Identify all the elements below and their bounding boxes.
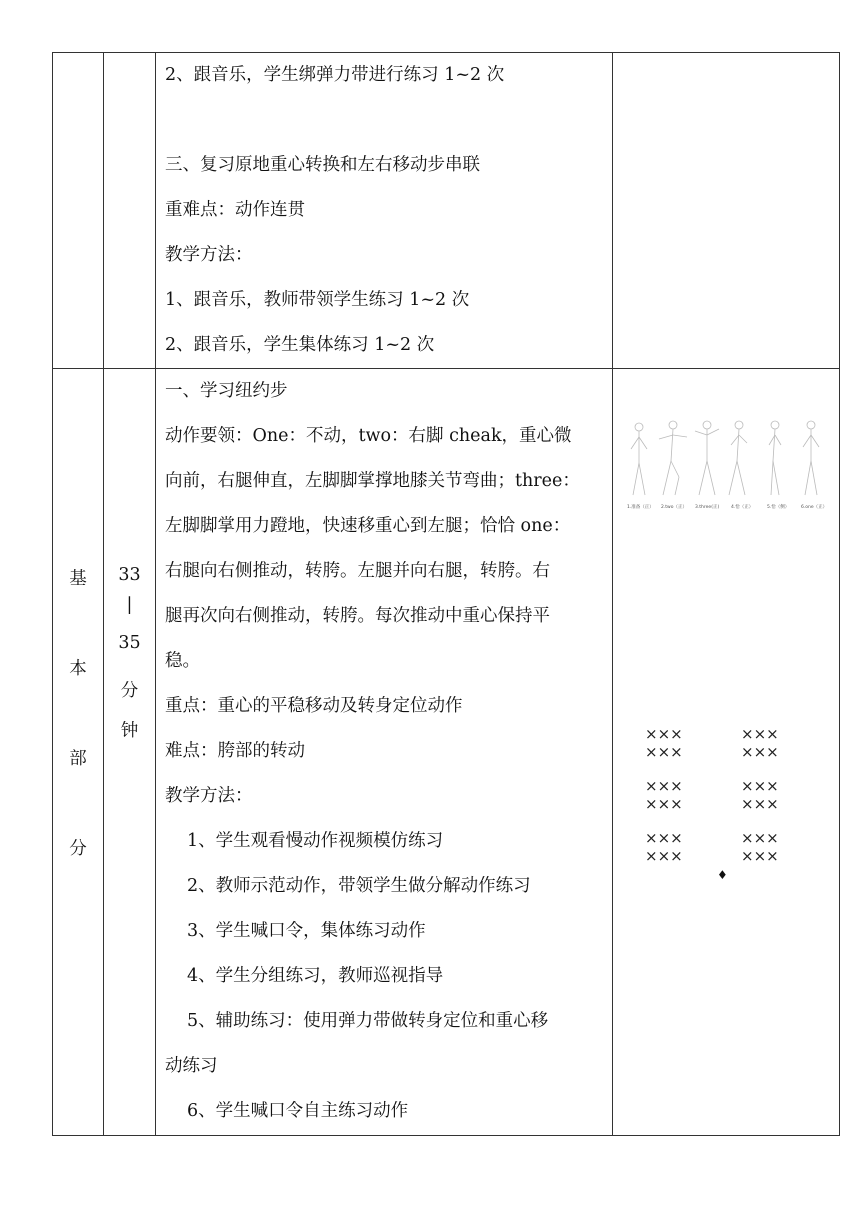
content-line xyxy=(165,98,606,143)
stick-figure xyxy=(729,421,747,495)
time-char: 钟 xyxy=(120,721,139,741)
stick-figure xyxy=(631,423,647,495)
figure-caption: 5.恰（侧） xyxy=(767,505,790,510)
teacher-position-icon: ♦ xyxy=(717,868,728,882)
figure-caption: 1.准备（正） xyxy=(627,505,654,510)
method-item: 4、学生分组练习，教师巡视指导 xyxy=(187,966,444,986)
difficulty: 难点：胯部的转动 xyxy=(165,741,305,761)
content-line: 1、跟音乐，教师带领学生练习 1~2 次 xyxy=(165,290,470,310)
stick-figure xyxy=(769,421,781,495)
student-row: ××× xyxy=(741,847,779,865)
table-row xyxy=(53,53,840,369)
method-item: 1、学生观看慢动作视频模仿练习 xyxy=(187,831,444,851)
student-row: ××× xyxy=(741,795,779,813)
method-item: 2、教师示范动作，带领学生做分解动作练习 xyxy=(187,876,531,896)
organization-diagram-cell xyxy=(613,369,840,1136)
student-row: ××× xyxy=(741,743,779,761)
figure-caption: 2.two（正） xyxy=(661,505,687,510)
content-cell xyxy=(156,369,613,1136)
student-row: ××× xyxy=(645,743,683,761)
method-item: 3、学生喊口令，集体练习动作 xyxy=(187,921,426,941)
method-title: 教学方法： xyxy=(165,786,253,806)
section-char: 部 xyxy=(69,749,87,769)
lesson-plan-table xyxy=(52,52,840,1136)
section-cell xyxy=(53,53,104,369)
content-cell xyxy=(156,53,613,369)
time-char: 分 xyxy=(120,681,139,701)
time-char: | xyxy=(126,595,133,615)
content-line: 教学方法： xyxy=(165,245,253,265)
section-char: 本 xyxy=(69,659,87,679)
time-char: 35 xyxy=(118,633,141,653)
essentials-line: 向前，右腿伸直，左脚脚掌撑地膝关节弯曲；three： xyxy=(165,471,580,491)
time-label-cell xyxy=(104,369,156,1136)
class-formation-diagram xyxy=(613,723,840,883)
section-label-cell xyxy=(53,369,104,1136)
student-row: ××× xyxy=(645,847,683,865)
content-line: 2、跟音乐，学生集体练习 1~2 次 xyxy=(165,335,435,355)
essentials-line: 右腿向右侧推动，转胯。左腿并向右腿，转胯。右 xyxy=(165,561,550,581)
table-row xyxy=(53,369,840,1136)
time-char: 33 xyxy=(118,565,141,585)
figure-caption: 3.three(正) xyxy=(695,505,720,510)
student-row: ××× xyxy=(741,829,779,847)
student-row: ××× xyxy=(645,829,683,847)
essentials-line: 左脚脚掌用力蹬地，快速移重心到左腿；恰恰 one： xyxy=(165,516,571,536)
essentials-line: 稳。 xyxy=(165,651,200,671)
content-line: 2、跟音乐，学生绑弹力带进行练习 1~2 次 xyxy=(165,65,505,85)
stick-figure xyxy=(695,421,719,495)
section-title: 一、学习纽约步 xyxy=(165,381,288,401)
method-item: 动练习 xyxy=(165,1056,218,1076)
student-row: ××× xyxy=(645,795,683,813)
student-row: ××× xyxy=(645,777,683,795)
section-char: 基 xyxy=(69,569,87,589)
method-item: 5、辅助练习：使用弹力带做转身定位和重心移 xyxy=(187,1011,549,1031)
essentials-line: 腿再次向右侧推动，转胯。每次推动中重心保持平 xyxy=(165,606,550,626)
student-row: ××× xyxy=(645,725,683,743)
section-char: 分 xyxy=(69,839,87,859)
figure-caption: 4.恰（正） xyxy=(731,505,754,510)
organization-cell xyxy=(613,53,840,369)
content-line: 三、复习原地重心转换和左右移动步串联 xyxy=(165,155,480,175)
dance-step-figures xyxy=(621,415,833,511)
essentials-line: 动作要领：One：不动，two：右脚 cheak，重心微 xyxy=(165,426,572,446)
key-point: 重点：重心的平稳移动及转身定位动作 xyxy=(165,696,463,716)
student-row: ××× xyxy=(741,725,779,743)
time-cell xyxy=(104,53,156,369)
content-line: 重难点：动作连贯 xyxy=(165,200,305,220)
method-item: 6、学生喊口令自主练习动作 xyxy=(187,1101,409,1121)
student-row: ××× xyxy=(741,777,779,795)
stick-figure xyxy=(803,421,819,495)
figure-caption: 6.one（正） xyxy=(801,505,828,510)
stick-figure xyxy=(659,421,687,495)
